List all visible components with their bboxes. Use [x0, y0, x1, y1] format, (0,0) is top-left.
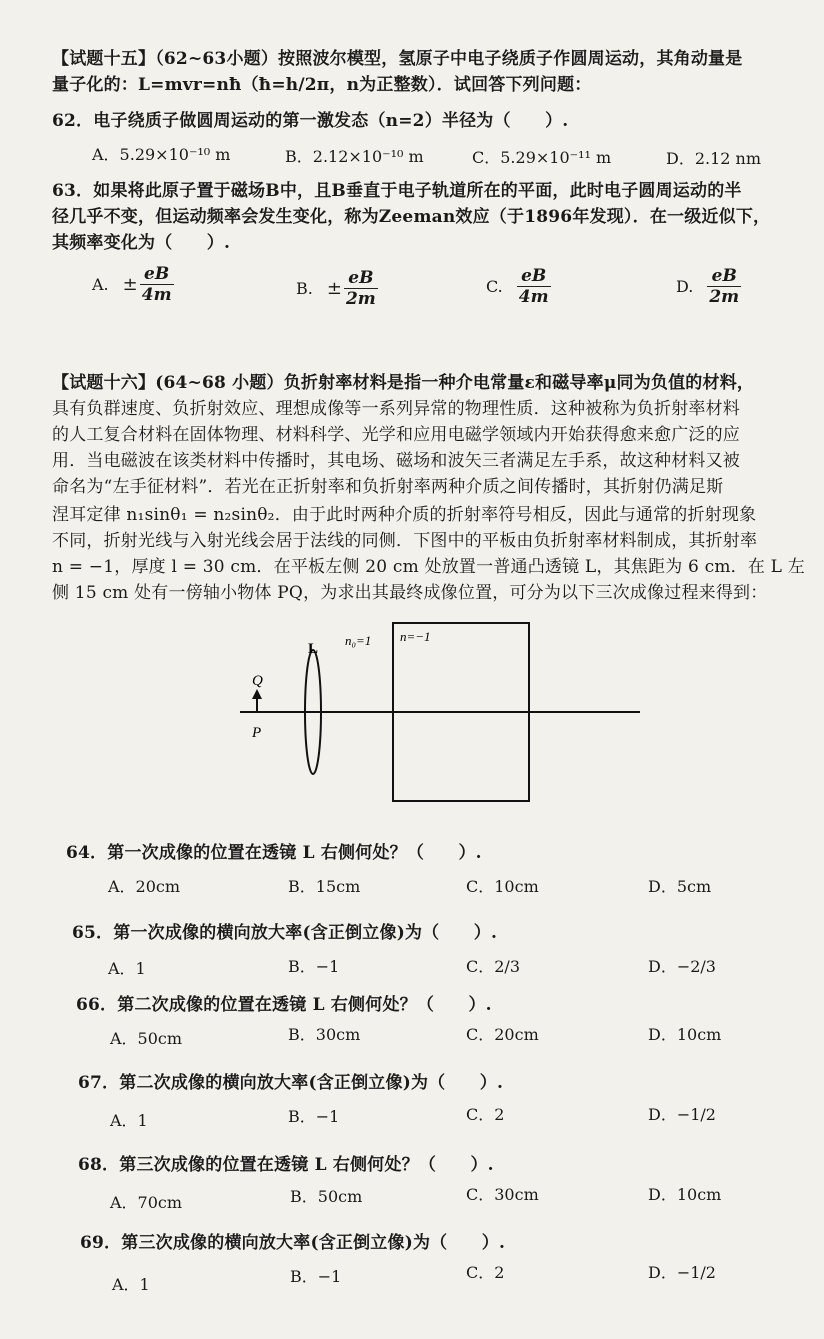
- q66-option-c[interactable]: C．20cm: [466, 1025, 539, 1044]
- section16-line-2: 具有负群速度、负折射效应、理想成像等一系列异常的物理性质．这种被称为负折射率材料: [52, 399, 740, 419]
- section16-line-4: 用．当电磁波在该类材料中传播时，其电场、磁场和波矢三者满足左手系，故这种材料又被: [52, 451, 740, 471]
- q65-option-d[interactable]: D．−2/3: [648, 957, 716, 976]
- optics-diagram: [220, 615, 660, 815]
- option-letter: D.: [676, 277, 694, 296]
- q69-option-b[interactable]: B．−1: [290, 1267, 342, 1286]
- q67-option-a[interactable]: A．1: [110, 1111, 148, 1130]
- q-label: Q: [252, 673, 263, 689]
- q66-option-b[interactable]: B．30cm: [288, 1025, 361, 1044]
- q64-stem: 64．第一次成像的位置在透镜 L 右侧何处？（ ）.: [66, 843, 482, 863]
- q63-stem-line1: 63．如果将此原子置于磁场B中，且B垂直于电子轨道所在的平面，此时电子圆周运动的半: [52, 181, 742, 201]
- option-letter: C.: [486, 277, 503, 296]
- q63-option-a[interactable]: [92, 264, 174, 305]
- q65-option-a[interactable]: A．1: [108, 959, 146, 978]
- section16-line-1: 【试题十六】(64~68 小题）负折射率材料是指一种介电常量ε和磁导率μ同为负值的材料，: [52, 373, 755, 393]
- p-label: P: [252, 725, 262, 741]
- fraction: [140, 264, 174, 305]
- n-label: n=−1: [400, 629, 431, 644]
- q62-stem: 62．电子绕质子做圆周运动的第一激发态（n=2）半径为（ ）.: [52, 111, 569, 131]
- section16-line-7: 不同，折射光线与入射光线会居于法线的同侧．下图中的平板由负折射率材料制成，其折射率: [52, 531, 758, 551]
- fraction-denominator: 2m: [345, 289, 376, 309]
- q64-option-d[interactable]: D．5cm: [648, 877, 712, 896]
- q65-option-c[interactable]: C．2/3: [466, 957, 520, 976]
- q63-option-c[interactable]: [486, 266, 551, 307]
- fraction-numerator: eB: [517, 266, 551, 287]
- fraction-denominator: 2m: [709, 287, 740, 307]
- plus-minus-sign: ±: [122, 274, 138, 295]
- q66-option-a[interactable]: A．50cm: [110, 1029, 183, 1048]
- q66-stem: 66．第二次成像的位置在透镜 L 右侧何处？（ ）.: [76, 995, 492, 1015]
- section15-header: 【试题十五】（62~63小题）按照波尔模型，氢原子中电子绕质子作圆周运动，其角动量是: [52, 49, 743, 69]
- section16-line-5: 命名为“左手征材料”．若光在正折射率和负折射率两种介质之间传播时，其折射仍满足斯: [52, 477, 724, 497]
- fraction-denominator: 4m: [518, 287, 549, 307]
- q62-option-d[interactable]: D．2.12 nm: [666, 149, 762, 168]
- n0-label: n₀=1: [345, 633, 372, 648]
- q64-option-b[interactable]: B．15cm: [288, 877, 361, 896]
- q68-option-d[interactable]: D．10cm: [648, 1185, 722, 1204]
- q64-option-a[interactable]: A．20cm: [108, 877, 181, 896]
- lens-label: L: [308, 641, 319, 657]
- fraction-numerator: eB: [344, 268, 378, 289]
- q63-stem-line3: 其频率变化为（ ）.: [52, 233, 231, 253]
- plus-minus-sign: ±: [326, 278, 342, 299]
- q67-stem: 67．第二次成像的横向放大率(含正倒立像)为（ ）.: [78, 1073, 504, 1093]
- q63-option-d[interactable]: [676, 266, 741, 307]
- q69-option-c[interactable]: C．2: [466, 1263, 505, 1282]
- option-letter: B.: [296, 279, 313, 298]
- q65-stem: 65．第一次成像的横向放大率(含正倒立像)为（ ）.: [72, 923, 498, 943]
- q69-stem: 69．第三次成像的横向放大率(含正倒立像)为（ ）.: [80, 1233, 506, 1253]
- q67-option-b[interactable]: B．−1: [288, 1107, 340, 1126]
- q65-option-b[interactable]: B．−1: [288, 957, 340, 976]
- section16-line-9: 侧 15 cm 处有一傍轴小物体 PQ，为求出其最终成像位置，可分为以下三次成像过程来得到：: [52, 583, 768, 603]
- q68-option-a[interactable]: A．70cm: [110, 1193, 183, 1212]
- fraction-numerator: eB: [707, 266, 741, 287]
- fraction: [344, 268, 378, 309]
- section16-line-3: 的人工复合材料在固体物理、材料科学、光学和应用电磁学领域内开始获得愈来愈广泛的应: [52, 425, 740, 445]
- q68-stem: 68．第三次成像的位置在透镜 L 右侧何处？（ ）.: [78, 1155, 494, 1175]
- section15-header-cont: 量子化的：L=mvr=nħ（ħ=h/2π，n为正整数）．试回答下列问题：: [52, 75, 592, 95]
- q69-option-a[interactable]: A．1: [112, 1275, 150, 1294]
- section16-line-6: 涅耳定律 n₁sinθ₁ = n₂sinθ₂．由于此时两种介质的折射率符号相反，因此与通常的折射现象: [52, 505, 757, 525]
- q67-option-c[interactable]: C．2: [466, 1105, 505, 1124]
- fraction: [517, 266, 551, 307]
- q64-option-c[interactable]: C．10cm: [466, 877, 539, 896]
- q68-option-c[interactable]: C．30cm: [466, 1185, 539, 1204]
- q68-option-b[interactable]: B．50cm: [290, 1187, 363, 1206]
- q62-option-b[interactable]: B．2.12×10⁻¹⁰ m: [285, 147, 424, 166]
- fraction-denominator: 4m: [141, 285, 172, 305]
- q66-option-d[interactable]: D．10cm: [648, 1025, 722, 1044]
- q67-option-d[interactable]: D．−1/2: [648, 1105, 716, 1124]
- option-letter: A.: [92, 275, 109, 294]
- fraction: [707, 266, 741, 307]
- object-arrowhead: [252, 689, 262, 699]
- q63-stem-line2: 径几乎不变，但运动频率会发生变化，称为Zeeman效应（于1896年发现）．在一级近似下，: [52, 207, 771, 227]
- q69-option-d[interactable]: D．−1/2: [648, 1263, 716, 1282]
- fraction-numerator: eB: [140, 264, 174, 285]
- q63-option-b[interactable]: [296, 268, 378, 309]
- q62-option-a[interactable]: A．5.29×10⁻¹⁰ m: [92, 145, 231, 164]
- q62-option-c[interactable]: C．5.29×10⁻¹¹ m: [472, 148, 612, 167]
- section16-line-8: n = −1，厚度 l = 30 cm．在平板左侧 20 cm 处放置一普通凸透镜 L，其焦距为 6 cm．在 L 左: [52, 557, 805, 577]
